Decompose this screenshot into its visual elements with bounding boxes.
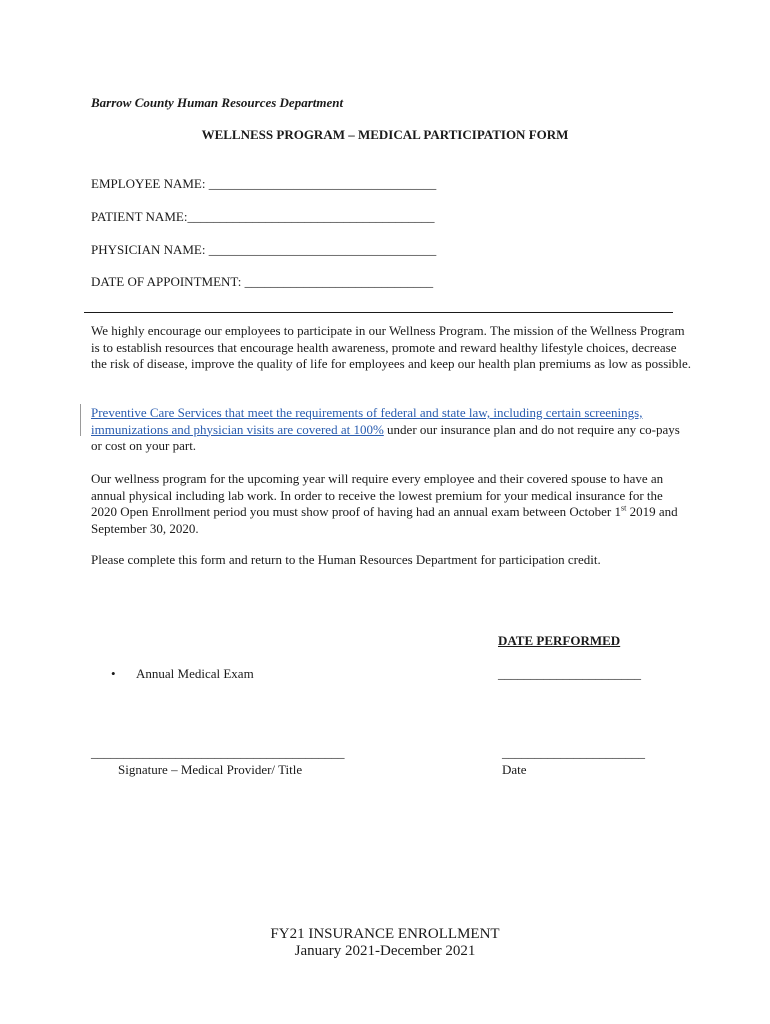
employee-name-line[interactable]: ___________________________________ — [205, 176, 437, 191]
signature-date-label: Date — [502, 762, 527, 777]
requirement-date-range: 2019 and September 30, 2020. — [91, 504, 678, 536]
appointment-date-line[interactable]: _____________________________ — [241, 274, 434, 289]
date-performed-heading: DATE PERFORMED — [498, 633, 621, 648]
employee-name-field[interactable] — [91, 176, 436, 192]
signature-date-line[interactable]: ______________________ — [502, 745, 645, 760]
change-bar — [80, 404, 81, 436]
department-name: Barrow County Human Resources Department — [91, 95, 344, 110]
physician-name-line[interactable]: ___________________________________ — [205, 242, 437, 257]
requirement-text: Our wellness program for the upcoming year will require every employee and their covered spouse to have an annual physical including lab work. In order to receive the lowest premium for your medical insurance for the 2020 Open Enrollment period you must show proof of having had an annual exam between October 1 — [91, 471, 664, 519]
footer-enrollment: FY21 INSURANCE ENROLLMENT — [270, 926, 500, 942]
signature-label: Signature – Medical Provider/ Title — [118, 762, 303, 777]
patient-name-line[interactable]: ______________________________________ — [187, 209, 435, 224]
exam-date-line[interactable]: ______________________ — [498, 666, 641, 681]
patient-name-label: PATIENT NAME: — [91, 209, 188, 224]
preventive-care-paragraph — [91, 405, 691, 455]
instruction-paragraph: Please complete this form and return to the Human Resources Department for participation credit. — [91, 552, 601, 567]
signature-line[interactable]: _______________________________________ — [91, 745, 345, 760]
preventive-care-text: under our insurance plan and do not require any co-pays or cost on your part. — [91, 421, 680, 453]
section-divider — [84, 312, 673, 313]
bullet-icon: • — [111, 666, 116, 681]
mission-paragraph: We highly encourage our employees to participate in our Wellness Program. The mission of the Wellness Program is to establish resources that encourage health awareness, promote and reward healthy lifestyle choices, decrease the risk of disease, improve the quality of life for employees and keep our health plan premiums as low as possible. — [91, 323, 692, 371]
footer-period: January 2021-December 2021 — [294, 943, 476, 959]
physician-name-label: PHYSICIAN NAME: — [91, 242, 206, 257]
appointment-date-field[interactable] — [91, 274, 433, 290]
ordinal-suffix: st — [620, 503, 627, 513]
appointment-date-label: DATE OF APPOINTMENT: — [91, 274, 242, 289]
form-title: WELLNESS PROGRAM – MEDICAL PARTICIPATION FORM — [201, 127, 569, 142]
annual-exam-label: Annual Medical Exam — [136, 666, 254, 681]
wellness-requirement-paragraph — [91, 471, 691, 537]
employee-name-label: EMPLOYEE NAME: — [91, 176, 206, 191]
preventive-care-link[interactable]: Preventive Care Services that meet the requirements of federal and state law, including certain screenings, immunizations and physician visits are covered at 100% — [91, 405, 643, 437]
patient-name-field[interactable] — [91, 209, 434, 225]
physician-name-field[interactable] — [91, 242, 436, 258]
